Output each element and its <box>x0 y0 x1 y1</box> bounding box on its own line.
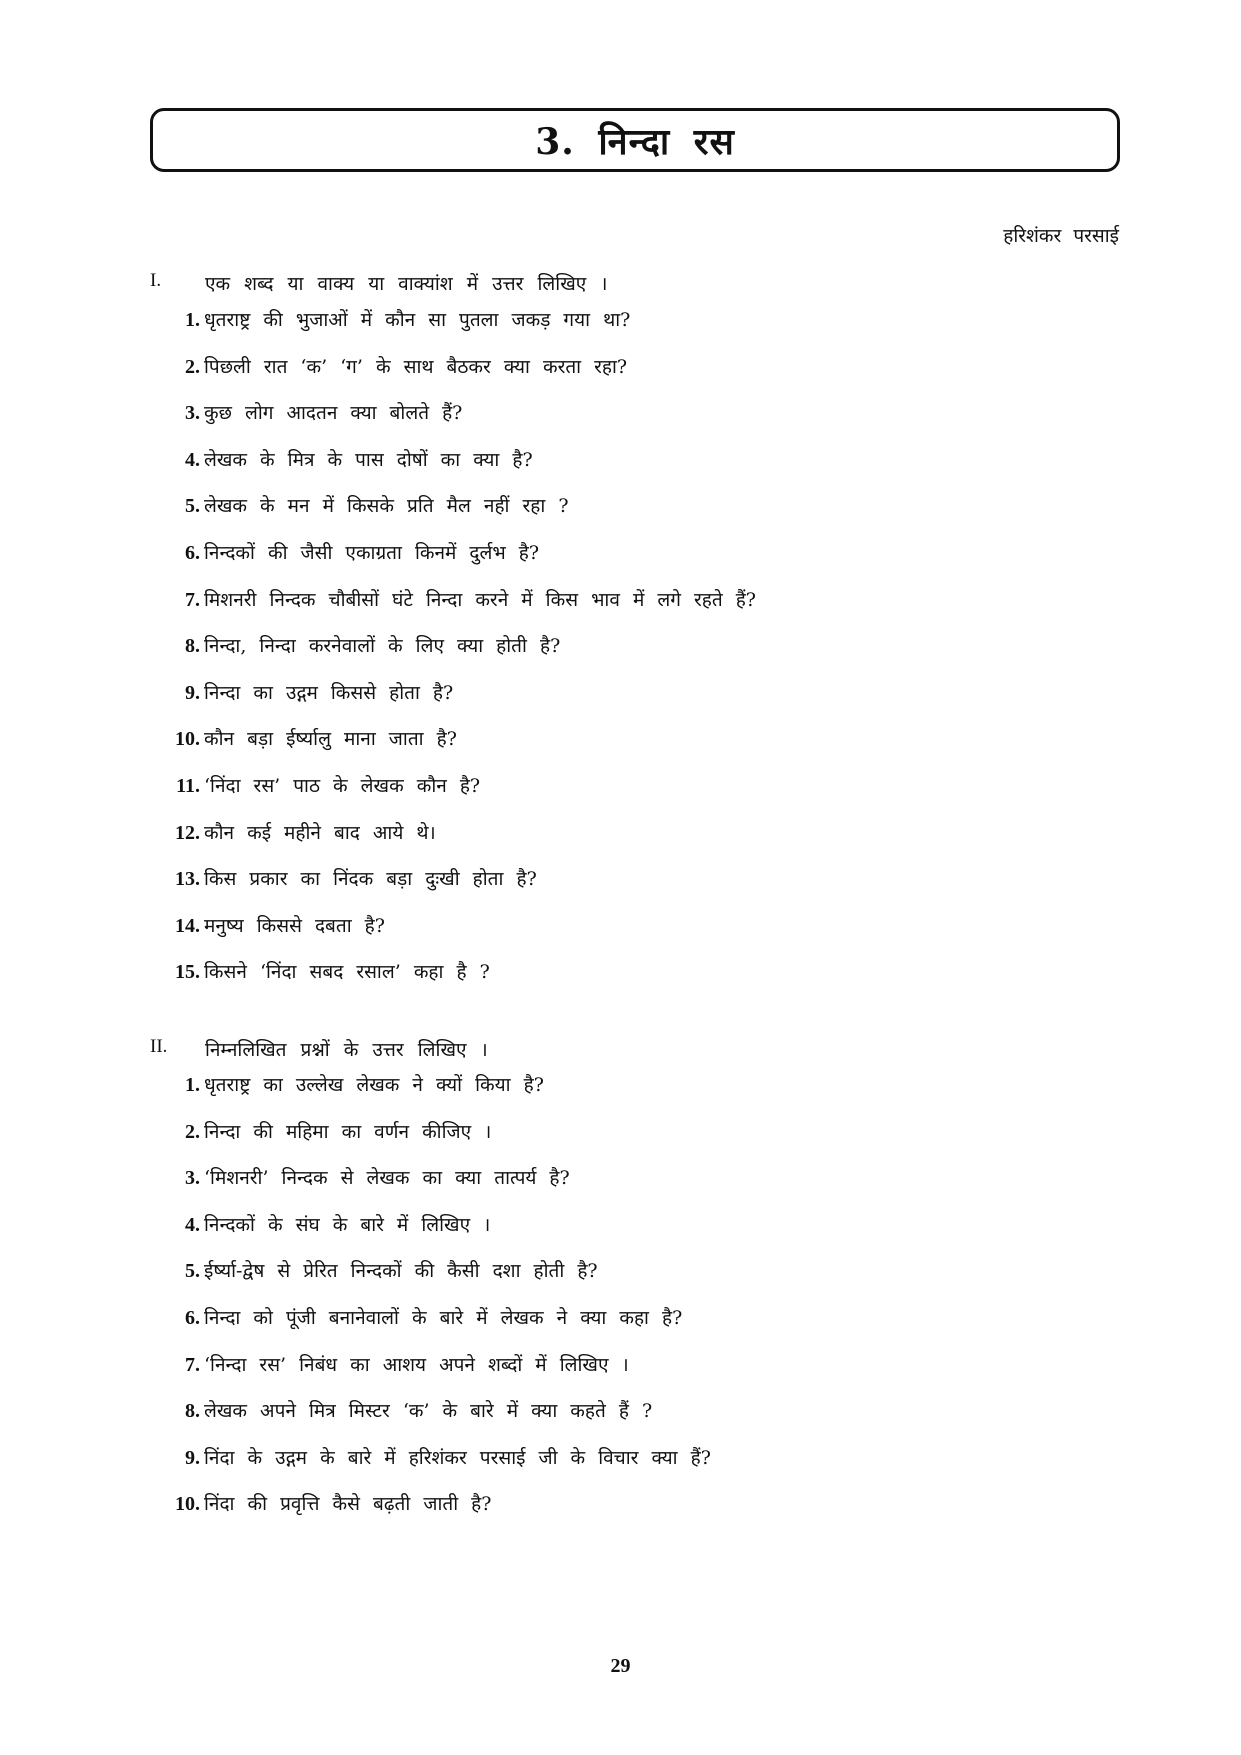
question-text: कौन बड़ा ईर्ष्यालु माना जाता है? <box>204 728 457 751</box>
question-item <box>150 1444 711 1472</box>
question-item <box>150 1257 598 1285</box>
chapter-title-box <box>150 108 1120 172</box>
question-item <box>150 492 569 520</box>
question-text: कुछ लोग आदतन क्या बोलते हैं? <box>204 402 463 425</box>
question-item <box>150 1211 490 1239</box>
question-text: ‘निंदा रस’ पाठ के लेखक कौन है? <box>204 775 481 797</box>
question-item <box>150 1164 570 1192</box>
question-item <box>150 399 462 427</box>
question-text: निन्दा, निन्दा करनेवालों के लिए क्या होती है? <box>204 635 561 658</box>
section-roman-numeral: I. <box>150 270 162 291</box>
question-text: कौन कई महीने बाद आये थे। <box>204 821 436 844</box>
question-text: निन्दकों के संघ के बारे में लिखिए । <box>204 1213 491 1236</box>
question-number: 2. <box>185 355 200 378</box>
question-item <box>150 679 453 707</box>
question-text: निंदा की प्रवृत्ति कैसे बढ़ती जाती है? <box>204 1493 492 1516</box>
question-number: 8. <box>185 1400 200 1423</box>
question-item <box>150 1071 544 1099</box>
author-name: हरिशंकर परसाई <box>1003 225 1119 247</box>
question-item <box>150 958 490 986</box>
question-text: ‘निन्दा रस’ निबंध का आशय अपने शब्दों में लिखिए । <box>204 1353 629 1376</box>
question-item <box>150 912 385 940</box>
question-item <box>150 865 537 893</box>
page-number: 29 <box>610 1655 631 1677</box>
question-text: निंदा के उद्गम के बारे में हरिशंकर परसाई जी के विचार क्या हैं? <box>204 1446 711 1469</box>
section-roman-numeral: II. <box>150 1036 168 1057</box>
question-text: धृतराष्ट्र का उल्लेख लेखक ने क्यों किया है? <box>204 1074 544 1096</box>
question-text: निन्दा का उद्गम किससे होता है? <box>204 681 454 704</box>
question-text: लेखक के मित्र के पास दोषों का क्या है? <box>204 448 533 471</box>
question-item <box>150 446 533 474</box>
question-number: 4. <box>185 448 200 471</box>
question-number: 9. <box>185 1446 200 1469</box>
question-number: 5. <box>185 1260 200 1283</box>
question-number: 6. <box>185 542 200 564</box>
question-item <box>150 772 480 800</box>
question-number: 1. <box>185 309 200 331</box>
question-number: 4. <box>185 1213 200 1236</box>
question-number: 3. <box>185 402 200 425</box>
question-number: 7. <box>185 1353 200 1376</box>
question-item <box>150 539 539 567</box>
question-number: 10. <box>175 1493 200 1516</box>
question-number: 8. <box>185 635 200 658</box>
question-number: 14. <box>175 914 200 937</box>
question-item <box>150 306 630 334</box>
question-text: धृतराष्ट्र की भुजाओं में कौन सा पुतला जकड़ गया था? <box>204 309 631 331</box>
section-title: एक शब्द या वाक्य या वाक्यांश में उत्तर लिखिए । <box>205 273 608 295</box>
question-item <box>150 725 457 753</box>
question-number: 7. <box>185 588 200 611</box>
question-number: 9. <box>185 681 200 704</box>
question-item <box>150 1351 629 1379</box>
question-number: 1. <box>185 1074 200 1096</box>
question-number: 2. <box>185 1120 200 1143</box>
question-text: ‘मिशनरी’ निन्दक से लेखक का क्या तात्पर्य है? <box>204 1167 570 1190</box>
question-item <box>150 1490 491 1518</box>
section-title: निम्नलिखित प्रश्नों के उत्तर लिखिए । <box>205 1039 488 1061</box>
question-item <box>150 1118 491 1146</box>
question-text: किस प्रकार का निंदक बड़ा दुःखी होता है? <box>204 868 537 891</box>
question-text: लेखक के मन में किसके प्रति मैल नहीं रहा ? <box>204 495 569 518</box>
question-text: मिशनरी निन्दक चौबीसों घंटे निन्दा करने में किस भाव में लगे रहते हैं? <box>204 588 756 611</box>
question-number: 15. <box>175 961 200 984</box>
question-item <box>150 1397 652 1425</box>
question-number: 11. <box>176 775 200 797</box>
question-text: ईर्ष्या-द्वेष से प्रेरित निन्दकों की कैसी दशा होती है? <box>204 1260 598 1283</box>
question-text: लेखक अपने मित्र मिस्टर ‘क’ के बारे में क्या कहते हैं ? <box>204 1400 653 1423</box>
question-text: निन्दा की महिमा का वर्णन कीजिए । <box>204 1120 492 1143</box>
question-number: 3. <box>185 1167 200 1190</box>
question-text: किसने ‘निंदा सबद रसाल’ कहा है ? <box>204 961 490 984</box>
question-number: 13. <box>175 868 200 891</box>
question-text: निन्दा को पूंजी बनानेवालों के बारे में लेखक ने क्या कहा है? <box>204 1307 683 1329</box>
question-item <box>150 819 436 847</box>
question-number: 12. <box>175 821 200 844</box>
question-item <box>150 353 627 381</box>
question-text: पिछली रात ‘क’ ‘ग’ के साथ बैठकर क्या करता रहा? <box>204 355 628 378</box>
question-number: 10. <box>175 728 200 751</box>
question-number: 6. <box>185 1307 200 1329</box>
question-item <box>150 1304 682 1332</box>
question-text: निन्दकों की जैसी एकाग्रता किनमें दुर्लभ है? <box>204 542 540 564</box>
question-item <box>150 586 756 614</box>
question-text: मनुष्य किससे दबता है? <box>204 914 385 937</box>
question-item <box>150 632 560 660</box>
question-number: 5. <box>185 495 200 518</box>
chapter-title: 3. निन्दा रस <box>535 120 735 163</box>
